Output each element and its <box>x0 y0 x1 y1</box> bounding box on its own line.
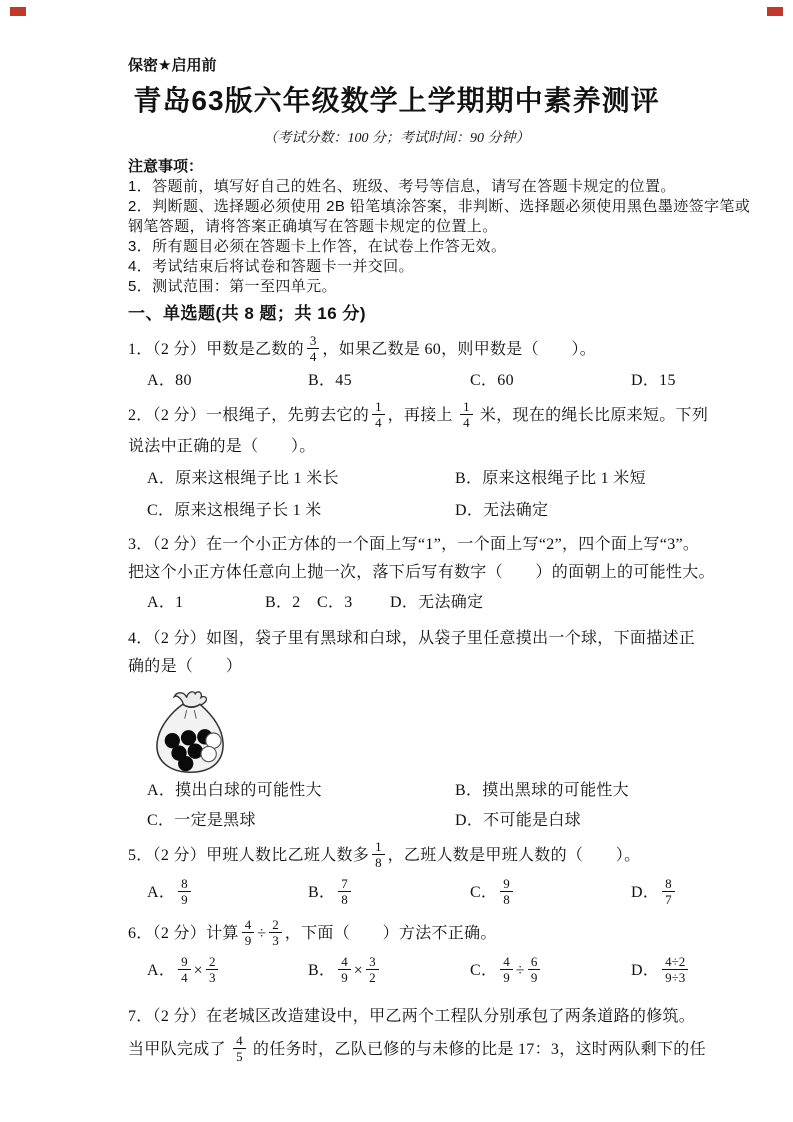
question-5-stem: 5．（2 分）甲班人数比乙班人数多 $\frac{1}{8}$ ，乙班人数是甲班人数的（ ）。 <box>128 838 641 870</box>
question-2-option-a: A．原来这根绳子比 1 米长 <box>147 470 339 487</box>
question-2 <box>128 399 753 523</box>
notes-header: 注意事项： <box>128 158 204 175</box>
question-6-stem: 6．（2 分）计算 $\frac{4}{9}$ ÷ $\frac{2}{3}$ ，下面（ ）方法不正确。 <box>128 916 497 948</box>
question-3-stem-line-1: 3．（2 分）在一个小正方体的一个面上写“1”，一个面上写“2”，四个面上写“3”。 <box>128 536 700 553</box>
question-6 <box>128 917 753 989</box>
question-4-stem-line-2: 确的是（ ） <box>128 658 243 675</box>
secrecy-label: 保密★启用前 <box>128 57 217 74</box>
question-3-option-c: C．3 <box>317 594 353 611</box>
question-6-option-b: B． $\frac{4}{9}$ × $\frac{3}{2}$ <box>308 953 470 989</box>
question-1 <box>128 333 753 393</box>
note-line-2-cont: 钢笔答题，请将答案正确填写在答题卡规定的位置上。 <box>128 218 498 235</box>
question-4-option-c: C．一定是黑球 <box>147 812 256 829</box>
question-2-option-d: D．无法确定 <box>455 502 549 519</box>
question-2-options-row-1 <box>128 467 753 491</box>
question-4-option-b: B．摸出黑球的可能性大 <box>455 782 629 799</box>
question-1-option-b: B．45 <box>308 372 352 389</box>
question-5-options <box>128 875 753 911</box>
note-line-2: 2．判断题、选择题必须使用 2B 铅笔填涂答案，非判断、选择题必须使用黑色墨迹签字笔或 <box>128 198 751 215</box>
question-5-option-c: C． $\frac{9}{8}$ <box>470 875 631 911</box>
question-4-options-row-2 <box>128 809 753 833</box>
question-3-option-d: D．无法确定 <box>390 594 484 611</box>
question-3-stem-line-2: 把这个小正方体任意向上抛一次，落下后写有数字（ ）的面朝上的可能性大。 <box>128 564 715 581</box>
question-5-option-a: A． $\frac{8}{9}$ <box>147 875 308 911</box>
section-heading-single-choice: 一、单选题(共 8 题；共 16 分) <box>128 304 367 323</box>
note-line-5: 5．测试范围：第一至四单元。 <box>128 278 337 295</box>
question-3-option-a: A．1 <box>147 594 184 611</box>
question-4-figure <box>144 689 753 777</box>
question-6-option-c: C． $\frac{4}{9}$ ÷ $\frac{6}{9}$ <box>470 953 631 989</box>
question-5 <box>128 839 753 911</box>
question-4-option-d: D．不可能是白球 <box>455 812 581 829</box>
question-4-option-a: A．摸出白球的可能性大 <box>147 782 322 799</box>
question-1-stem: 1．（2 分）甲数是乙数的 $\frac{3}{4}$ ，如果乙数是 60，则甲数是（ ）。 <box>128 332 597 364</box>
question-6-options <box>128 953 753 989</box>
question-4-options-row-1 <box>128 779 753 803</box>
question-5-option-d: D． $\frac{8}{7}$ <box>631 875 753 911</box>
question-2-options-row-2 <box>128 499 753 523</box>
question-3 <box>128 531 753 615</box>
question-6-option-d: D． $\frac{4\div 2}{9\div 3}$ <box>631 953 753 989</box>
question-1-option-d: D．15 <box>631 372 676 389</box>
bag-image <box>144 689 236 777</box>
exam-info: （考试分数：100 分；考试时间：90 分钟） <box>263 131 530 146</box>
question-5-option-b: B． $\frac{7}{8}$ <box>308 875 470 911</box>
question-2-stem-line-2: 说法中正确的是（ ）。 <box>128 438 316 455</box>
note-line-4: 4．考试结束后将试卷和答题卡一并交回。 <box>128 258 414 275</box>
question-2-stem-line-1: 2．（2 分）一根绳子，先剪去它的 $\frac{1}{4}$ ，再接上 $\frac{1}{4}$ 米，现在的绳长比原来短。下列 <box>128 398 709 430</box>
question-6-option-a: A． $\frac{9}{4}$ × $\frac{2}{3}$ <box>147 953 308 989</box>
page-title: 青岛63版六年级数学上学期期中素养测评 <box>133 85 660 116</box>
question-7-stem-line-1: 7．（2 分）在老城区改造建设中，甲乙两个工程队分别承包了两条道路的修筑。 <box>128 1008 696 1025</box>
note-line-1: 1．答题前，填写好自己的姓名、班级、考号等信息，请写在答题卡规定的位置。 <box>128 178 676 195</box>
question-7-stem-line-2: 当甲队完成了 $\frac{4}{5}$ 的任务时，乙队已修的与未修的比是 17：3，这时两队剩下的任 <box>128 1032 706 1064</box>
note-line-3: 3．所有题目必须在答题卡上作答，在试卷上作答无效。 <box>128 238 507 255</box>
question-2-option-b: B．原来这根绳子比 1 米短 <box>455 470 646 487</box>
question-3-options <box>128 591 753 615</box>
question-3-option-b: B．2 <box>265 594 301 611</box>
question-1-option-a: A．80 <box>147 372 192 389</box>
question-4 <box>128 625 753 833</box>
question-2-option-c: C．原来这根绳子长 1 米 <box>147 502 322 519</box>
question-1-options <box>128 369 753 393</box>
question-4-stem-line-1: 4．（2 分）如图，袋子里有黑球和白球，从袋子里任意摸出一个球，下面描述正 <box>128 630 696 647</box>
question-1-option-c: C．60 <box>470 372 514 389</box>
question-7 <box>128 1003 753 1069</box>
